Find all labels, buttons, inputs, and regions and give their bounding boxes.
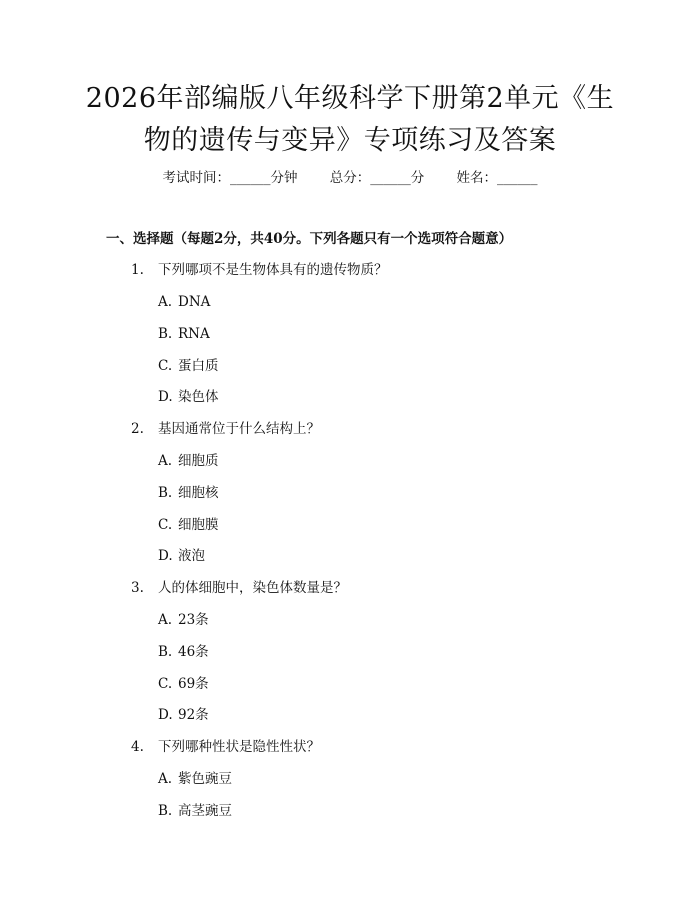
question-text: 基因通常位于什么结构上？ xyxy=(158,421,320,437)
title-line-1: 2026年部编版八年级科学下册第2单元《生 xyxy=(85,83,615,114)
option-text: 23条 xyxy=(178,612,209,628)
option-letter: B. xyxy=(158,326,173,342)
option-letter: B. xyxy=(158,485,173,501)
option-text: 液泡 xyxy=(178,548,205,564)
question-number: 1. xyxy=(131,262,144,278)
option-letter: D. xyxy=(158,389,173,405)
option-letter: B. xyxy=(158,803,173,819)
title-line-2: 物的遗传与变异》专项练习及答案 xyxy=(143,125,557,156)
option-text: 细胞膜 xyxy=(178,517,219,533)
question-number: 2. xyxy=(131,421,144,437)
exam-info xyxy=(0,168,700,188)
section-heading: 一、选择题（每题2分，共40分。下列各题只有一个选项符合题意） xyxy=(106,231,513,247)
option-text: RNA xyxy=(178,326,210,342)
question-text: 下列哪种性状是隐性性状？ xyxy=(158,739,320,755)
question-text: 人的体细胞中，染色体数量是？ xyxy=(158,580,347,596)
option-text: 69条 xyxy=(178,676,209,692)
option-text: DNA xyxy=(178,294,211,310)
option-letter: A. xyxy=(158,453,173,469)
option-letter: A. xyxy=(158,294,173,310)
question-number: 3. xyxy=(131,580,144,596)
total-score-field: 总分：______分 xyxy=(329,170,425,186)
option-letter: B. xyxy=(158,644,173,660)
option-text: 染色体 xyxy=(178,389,219,405)
question-number: 4. xyxy=(131,739,144,755)
option-letter: C. xyxy=(158,517,173,533)
option-text: 92条 xyxy=(178,707,209,723)
student-name-field: 姓名：______ xyxy=(456,170,538,186)
option-text: 蛋白质 xyxy=(178,358,219,374)
option-letter: D. xyxy=(158,707,173,723)
option-text: 细胞质 xyxy=(178,453,219,469)
option-letter: C. xyxy=(158,676,173,692)
option-text: 高茎豌豆 xyxy=(178,803,232,819)
option-letter: A. xyxy=(158,771,173,787)
option-letter: C. xyxy=(158,358,173,374)
exam-time-field: 考试时间：______分钟 xyxy=(162,170,298,186)
option-text: 46条 xyxy=(178,644,209,660)
option-text: 细胞核 xyxy=(178,485,219,501)
document-title xyxy=(60,78,640,162)
question-text: 下列哪项不是生物体具有的遗传物质？ xyxy=(158,262,388,278)
option-letter: A. xyxy=(158,612,173,628)
option-letter: D. xyxy=(158,548,173,564)
option-text: 紫色豌豆 xyxy=(178,771,232,787)
